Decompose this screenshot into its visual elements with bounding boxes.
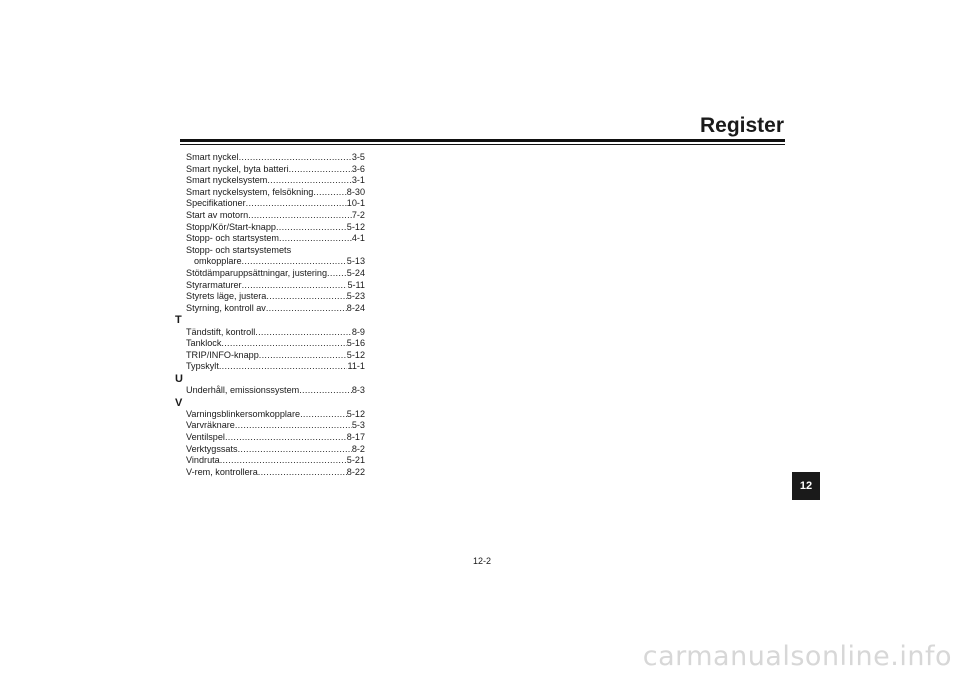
index-entry[interactable] xyxy=(175,350,365,362)
index-entry-label: Tanklock xyxy=(186,338,222,349)
index-letter: U xyxy=(175,372,183,385)
index-entry-label: Varningsblinkersomkopplare xyxy=(186,408,301,419)
leader-dots xyxy=(289,164,352,176)
index-entry[interactable] xyxy=(175,187,365,199)
index-entry-label: Stopp- och startsystemets xyxy=(186,244,292,255)
index-list xyxy=(175,152,365,478)
index-entry[interactable] xyxy=(175,455,365,467)
leader-dots xyxy=(219,361,348,373)
index-entry-label: Specifikationer xyxy=(186,198,246,209)
leader-dots xyxy=(238,444,352,456)
index-entry-label: Styrets läge, justera xyxy=(186,291,267,302)
leader-dots xyxy=(300,409,347,421)
index-entry[interactable] xyxy=(175,268,365,280)
index-entry-label: Start av motorn xyxy=(186,209,249,220)
index-entry-page: 4-1 xyxy=(351,233,365,244)
index-entry-label: Smart nyckel, byta batteri xyxy=(186,163,289,174)
leader-dots xyxy=(266,291,346,303)
index-entry-label: Smart nyckelsystem xyxy=(186,175,268,186)
index-entry[interactable] xyxy=(175,164,365,176)
leader-dots xyxy=(248,210,352,222)
index-entry-label: Underhåll, emissionssystem xyxy=(186,385,300,396)
index-entry-label: Varvräknare xyxy=(186,420,235,431)
index-entry[interactable] xyxy=(175,420,365,432)
header-rule-thin xyxy=(180,144,785,145)
leader-dots xyxy=(258,467,347,479)
index-entry-page: 5-12 xyxy=(346,408,365,419)
index-entry-label: Stopp- och startsystem xyxy=(186,233,279,244)
index-entry-label: TRIP/INFO-knapp xyxy=(186,349,259,360)
leader-dots xyxy=(313,187,346,199)
index-entry-page: 8-22 xyxy=(346,466,365,477)
leader-dots xyxy=(221,338,346,350)
index-entry[interactable] xyxy=(175,222,365,234)
index-entry[interactable] xyxy=(175,432,365,444)
index-entry-page: 5-21 xyxy=(346,455,365,466)
index-letter: V xyxy=(175,396,183,409)
index-entry[interactable] xyxy=(175,444,365,456)
index-entry-label: Smart nyckel xyxy=(186,152,239,162)
index-entry-label: Stötdämparuppsättningar, justering xyxy=(186,267,328,278)
index-entry-label: Styrarmaturer xyxy=(186,279,242,290)
index-entry-page: 3-6 xyxy=(351,163,365,174)
leader-dots xyxy=(235,420,352,432)
index-entry-page: 5-13 xyxy=(346,256,365,267)
index-entry[interactable] xyxy=(175,303,365,315)
index-entry-label: Stopp/Kör/Start-knapp xyxy=(186,221,276,232)
index-entry-page: 8-17 xyxy=(346,432,365,443)
watermark: carmanualsonline.info xyxy=(642,641,952,672)
leader-dots xyxy=(220,455,347,467)
index-entry-label: Vindruta xyxy=(186,455,220,466)
index-entry-page: 8-24 xyxy=(346,302,365,313)
chapter-tab[interactable]: 12 xyxy=(792,472,820,500)
header-rule xyxy=(180,139,785,142)
index-entry-page: 5-12 xyxy=(346,349,365,360)
leader-dots xyxy=(242,280,348,292)
index-entry-label: Styrning, kontroll av xyxy=(186,302,266,313)
index-entry-label: Verktygssats xyxy=(186,443,238,454)
index-entry[interactable] xyxy=(175,291,365,303)
index-letter: T xyxy=(175,314,182,327)
index-entry-label: Tändstift, kontroll xyxy=(186,326,256,337)
index-entry-label: Smart nyckelsystem, felsökning xyxy=(186,186,314,197)
index-entry-page: 7-2 xyxy=(351,209,365,220)
index-entry[interactable] xyxy=(175,152,365,164)
leader-dots xyxy=(225,432,347,444)
index-entry-label: Typskylt xyxy=(186,361,219,372)
index-entry[interactable] xyxy=(175,327,365,339)
leader-dots xyxy=(239,152,352,164)
leader-dots xyxy=(299,385,352,397)
index-entry[interactable] xyxy=(175,361,365,373)
index-entry-page: 5-16 xyxy=(346,338,365,349)
index-entry-page: 11-1 xyxy=(347,361,365,372)
index-entry-page: 10-1 xyxy=(346,198,365,209)
index-entry-page: 3-1 xyxy=(351,175,365,186)
leader-dots xyxy=(279,233,352,245)
index-entry[interactable] xyxy=(175,280,365,292)
index-entry[interactable] xyxy=(175,210,365,222)
index-entry-page: 8-30 xyxy=(346,186,365,197)
leader-dots xyxy=(246,198,347,210)
index-entry-page: 5-12 xyxy=(346,221,365,232)
index-entry-label: Ventilspel xyxy=(186,432,225,443)
index-entry[interactable] xyxy=(175,256,365,268)
index-entry-page: 5-3 xyxy=(351,420,365,431)
leader-dots xyxy=(267,175,351,187)
index-entry-page: 5-23 xyxy=(346,291,365,302)
page-title: Register xyxy=(699,114,784,137)
index-entry[interactable] xyxy=(175,409,365,421)
index-entry[interactable] xyxy=(175,467,365,479)
index-entry[interactable] xyxy=(175,198,365,210)
index-entry-page: 8-9 xyxy=(351,326,365,337)
page-number: 12-2 xyxy=(473,556,492,566)
index-entry-label: V-rem, kontrollera xyxy=(186,466,258,477)
leader-dots xyxy=(276,222,347,234)
index-entry xyxy=(175,245,365,257)
leader-dots xyxy=(242,256,347,268)
index-entry[interactable] xyxy=(175,385,365,397)
index-entry[interactable] xyxy=(175,233,365,245)
index-entry-page: 5-24 xyxy=(346,267,365,278)
leader-dots xyxy=(266,303,347,315)
index-entry-page: 8-3 xyxy=(351,385,365,396)
leader-dots xyxy=(255,327,352,339)
index-entry-page: 3-5 xyxy=(351,152,365,162)
index-entry-label: omkopplare xyxy=(194,256,242,267)
index-entry-page: 8-2 xyxy=(351,443,365,454)
leader-dots xyxy=(259,350,347,362)
index-entry[interactable] xyxy=(175,175,365,187)
index-entry-page: 5-11 xyxy=(347,279,365,290)
index-entry[interactable] xyxy=(175,338,365,350)
leader-dots xyxy=(327,268,347,280)
